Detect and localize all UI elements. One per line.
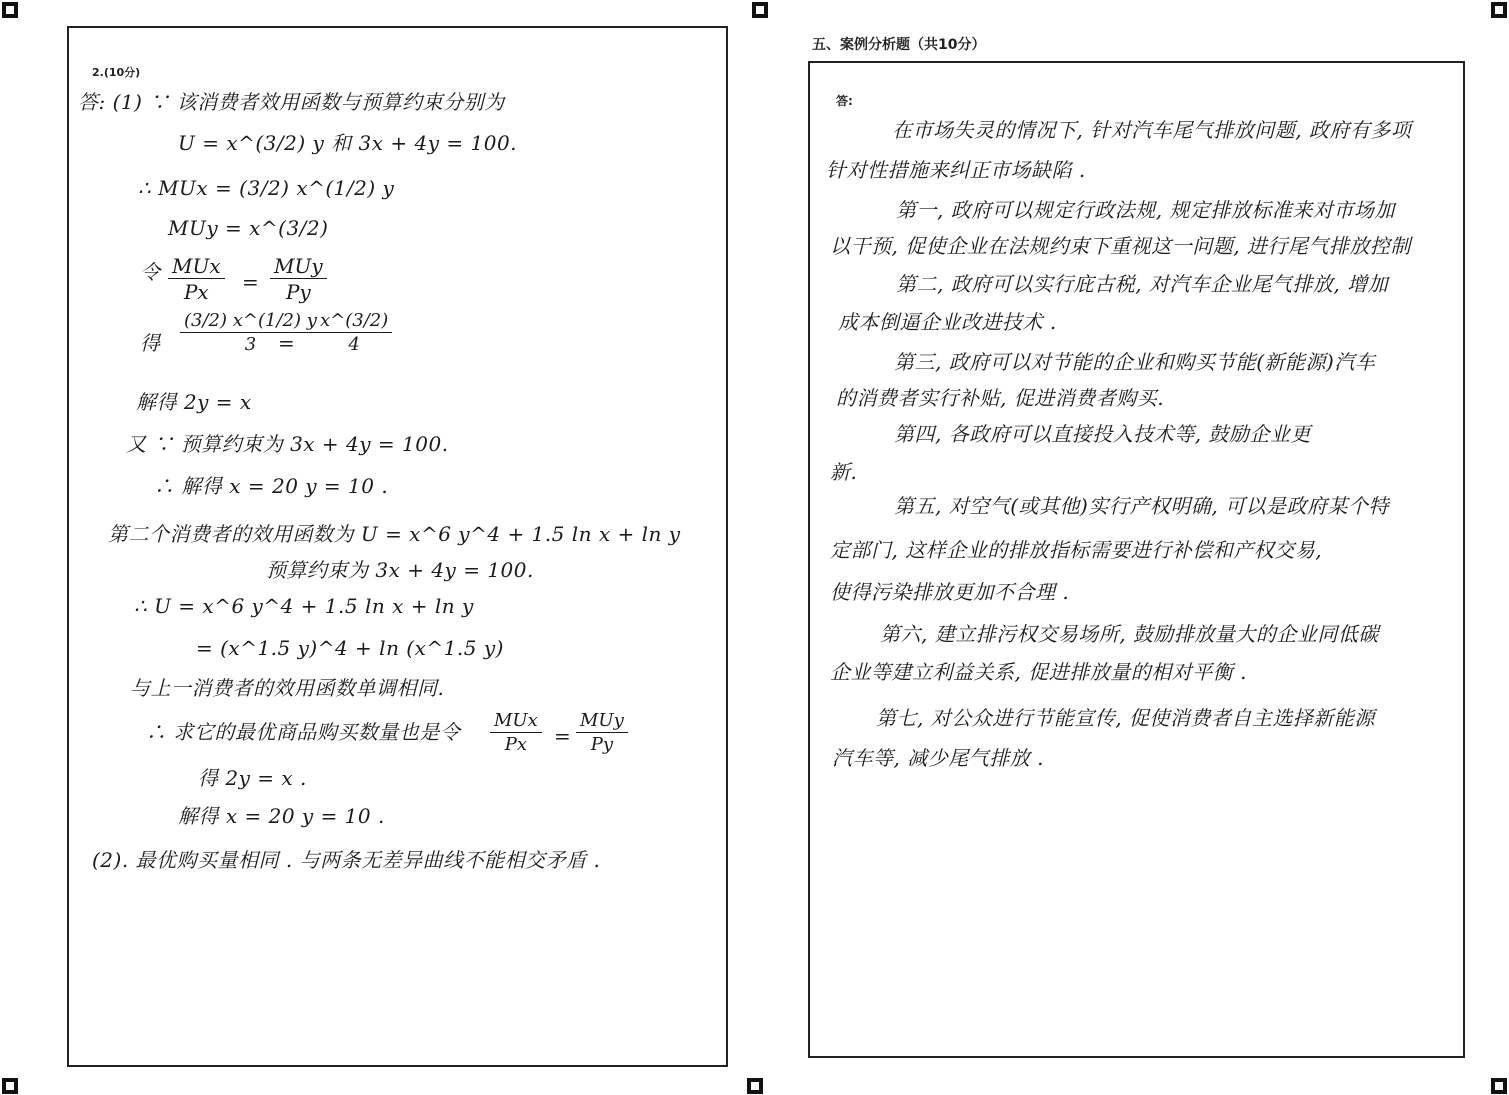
fraction-mux-px	[168, 256, 225, 302]
fraction-equation-right	[316, 312, 392, 354]
question-label: 2.(10分)	[92, 66, 141, 79]
answer-line: 又 ∵ 预算约束为 3x + 4y = 100.	[126, 432, 449, 456]
answer-line: 得 2y = x .	[198, 766, 307, 790]
answer-line: 使得污染排放更加不合理 .	[830, 580, 1070, 604]
fraction-numerator: MUy	[270, 256, 327, 279]
section-title: 五、案例分析题（共10分）	[812, 37, 986, 53]
answer-label: 答:	[836, 94, 853, 108]
fraction-muy-py	[576, 712, 628, 754]
registration-marker-top-left	[2, 2, 18, 18]
fraction-denominator: Py	[590, 734, 614, 755]
fraction-denominator: Px	[504, 734, 528, 755]
answer-line: 解得 x = 20 y = 10 .	[178, 804, 385, 828]
answer-line: 第七, 对公众进行节能宣传, 促使消费者自主选择新能源	[876, 706, 1375, 730]
answer-line: 新.	[830, 460, 858, 484]
fraction-equation-left	[180, 312, 321, 354]
answer-line: ∴ 求它的最优商品购买数量也是令	[146, 720, 461, 744]
answer-line: 第二, 政府可以实行庇古税, 对汽车企业尾气排放, 增加	[896, 272, 1389, 296]
answer-line: 在市场失灵的情况下, 针对汽车尾气排放问题, 政府有多项	[892, 118, 1412, 142]
fraction-muy-py	[270, 256, 327, 302]
answer-line: 的消费者实行补贴, 促进消费者购买.	[836, 386, 1165, 410]
answer-line: 第五, 对空气(或其他)实行产权明确, 可以是政府某个特	[894, 494, 1390, 518]
answer-line: 第二个消费者的效用函数为 U = x^6 y^4 + 1.5 ln x + ln y	[108, 522, 681, 546]
fraction-denominator: 4	[348, 334, 360, 355]
answer-line: 成本倒逼企业改进技术 .	[838, 310, 1057, 334]
registration-marker-top-middle	[752, 2, 768, 18]
answer-line: (2). 最优购买量相同 . 与两条无差异曲线不能相交矛盾 .	[92, 848, 601, 872]
fraction-numerator: (3/2) x^(1/2) y	[180, 312, 321, 333]
answer-line: 第六, 建立排污权交易场所, 鼓励排放量大的企业同低碳	[880, 622, 1379, 646]
fraction-denominator: Py	[285, 280, 311, 304]
fraction-denominator: 3	[244, 334, 257, 355]
registration-marker-bottom-left	[2, 1078, 18, 1094]
answer-line: 与上一消费者的效用函数单调相同.	[130, 676, 445, 700]
answer-line: U = x^(3/2) y 和 3x + 4y = 100.	[178, 131, 518, 155]
answer-line: 企业等建立利益关系, 促进排放量的相对平衡 .	[830, 660, 1247, 684]
answer-line: 第一, 政府可以规定行政法规, 规定排放标准来对市场加	[896, 198, 1395, 222]
equals-sign: =	[554, 724, 572, 748]
answer-line: 令	[140, 260, 161, 284]
answer-line: MUy = x^(3/2)	[168, 216, 329, 240]
equals-sign: =	[278, 331, 296, 355]
registration-marker-bottom-middle	[747, 1078, 763, 1094]
answer-line: = (x^1.5 y)^4 + ln (x^1.5 y)	[196, 636, 504, 660]
answer-line: 针对性措施来纠正市场缺陷 .	[826, 158, 1086, 182]
answer-line: 第三, 政府可以对节能的企业和购买节能(新能源)汽车	[894, 350, 1376, 374]
answer-line: 得	[140, 331, 161, 355]
fraction-denominator: Px	[183, 280, 209, 304]
answer-line: ∴ 解得 x = 20 y = 10 .	[154, 474, 389, 498]
answer-line: 答: (1) ∵ 该消费者效用函数与预算约束分别为	[78, 90, 505, 114]
answer-line: 定部门, 这样企业的排放指标需要进行补偿和产权交易,	[830, 538, 1323, 562]
registration-marker-bottom-right	[1491, 1078, 1507, 1094]
fraction-numerator: MUy	[576, 712, 628, 733]
fraction-numerator: x^(3/2)	[316, 312, 392, 333]
answer-line: 解得 2y = x	[136, 390, 252, 414]
answer-line: 第四, 各政府可以直接投入技术等, 鼓励企业更	[894, 422, 1311, 446]
answer-line: 以干预, 促使企业在法规约束下重视这一问题, 进行尾气排放控制	[830, 234, 1411, 258]
answer-line: ∴ MUx = (3/2) x^(1/2) y	[138, 176, 395, 200]
fraction-numerator: MUx	[168, 256, 225, 279]
answer-line: 汽车等, 减少尾气排放 .	[832, 746, 1044, 770]
registration-marker-top-right	[1491, 2, 1507, 18]
answer-line: ∴ U = x^6 y^4 + 1.5 ln x + ln y	[134, 594, 474, 618]
answer-line: 预算约束为 3x + 4y = 100.	[266, 558, 534, 582]
fraction-mux-px	[490, 712, 542, 754]
fraction-numerator: MUx	[490, 712, 542, 733]
equals-sign: =	[242, 270, 260, 294]
